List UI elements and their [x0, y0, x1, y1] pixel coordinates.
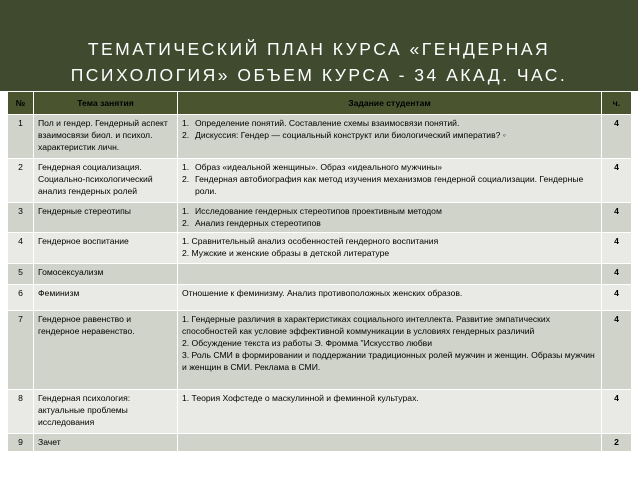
row-hours: 4	[602, 264, 632, 285]
title-line-2: ПСИХОЛОГИЯ» ОБЪЕМ КУРСА - 34 АКАД. ЧАС.	[70, 65, 568, 85]
task-line: 1. Теория Хофстеде о маскулинной и феминной культурах.	[182, 393, 419, 403]
row-topic: Гендерная психология: актуальные проблемы исследования	[34, 390, 178, 434]
task-item-number: 2.	[182, 174, 190, 184]
row-num: 9	[8, 434, 34, 452]
row-task	[178, 285, 602, 311]
table-row	[8, 264, 632, 285]
row-hours: 4	[602, 285, 632, 311]
task-item: 1. Образ «идеальной женщины». Образ «идеального мужчины»	[182, 162, 443, 172]
row-num: 8	[8, 390, 34, 434]
row-task	[178, 264, 602, 285]
row-topic: Гендерное воспитание	[34, 233, 178, 264]
task-item: 2. Дискуссия: Гендер — социальный конструкт или биологический императив? ◦	[182, 130, 506, 140]
header-num: №	[8, 92, 34, 115]
header-topic: Тема занятия	[34, 92, 178, 115]
task-line: 2. Обсуждение текста из работы Э. Фромма "Искусство любви	[182, 338, 433, 348]
header-task: Задание студентам	[178, 92, 602, 115]
task-line: 2. Мужские и женские образы в детской литературе	[182, 248, 390, 258]
row-task	[178, 434, 602, 452]
row-topic: Гендерные стереотипы	[34, 203, 178, 233]
header-hours: ч.	[602, 92, 632, 115]
task-item-number: 1.	[182, 118, 190, 128]
table-row	[8, 285, 632, 311]
table-row	[8, 115, 632, 159]
row-num: 7	[8, 311, 34, 390]
task-line: Отношение к феминизму. Анализ противоположных женских образов.	[182, 288, 463, 298]
task-list	[182, 205, 597, 229]
row-hours: 4	[602, 233, 632, 264]
row-num: 6	[8, 285, 34, 311]
row-topic: Зачет	[34, 434, 178, 452]
table-row	[8, 434, 632, 452]
task-list	[182, 117, 597, 141]
row-hours: 4	[602, 159, 632, 203]
task-item: 2. Анализ гендерных стереотипов	[182, 218, 321, 228]
task-line: 1. Сравнительный анализ особенностей гендерного воспитания	[182, 236, 439, 246]
row-num: 1	[8, 115, 34, 159]
slide-title	[0, 36, 638, 88]
row-topic: Феминизм	[34, 285, 178, 311]
course-plan-table	[7, 91, 632, 452]
row-hours: 2	[602, 434, 632, 452]
task-line: 3. Роль СМИ в формировании и поддержании традиционных ролей мужчин и женщин. Образы мужчин и женщин в СМИ. Реклама в СМИ.	[182, 350, 595, 372]
row-hours: 4	[602, 311, 632, 390]
row-topic: Гендерное равенство и гендерное неравенство.	[34, 311, 178, 390]
row-task	[178, 311, 602, 390]
row-task	[178, 159, 602, 203]
row-hours: 4	[602, 115, 632, 159]
task-list	[182, 161, 597, 197]
table-row	[8, 233, 632, 264]
title-line-1: ТЕМАТИЧЕСКИЙ ПЛАН КУРСА «ГЕНДЕРНАЯ	[87, 39, 551, 59]
row-task	[178, 390, 602, 434]
row-num: 5	[8, 264, 34, 285]
table-row	[8, 203, 632, 233]
task-item-number: 2.	[182, 218, 190, 228]
row-task	[178, 203, 602, 233]
table-row	[8, 159, 632, 203]
task-item-number: 2.	[182, 130, 190, 140]
row-hours: 4	[602, 203, 632, 233]
table-row	[8, 311, 632, 390]
row-topic: Пол и гендер. Гендерный аспект взаимосвязи биол. и психол. характеристик личн.	[34, 115, 178, 159]
table-row	[8, 390, 632, 434]
task-item: 1. Определение понятий. Составление схемы взаимосвязи понятий.	[182, 118, 460, 128]
task-item-number: 1.	[182, 162, 190, 172]
row-hours: 4	[602, 390, 632, 434]
task-item: 1. Исследование гендерных стереотипов проективным методом	[182, 206, 442, 216]
row-num: 3	[8, 203, 34, 233]
task-item-number: 1.	[182, 206, 190, 216]
row-task	[178, 233, 602, 264]
row-num: 2	[8, 159, 34, 203]
table-header-row	[8, 92, 632, 115]
row-topic: Гомосексуализм	[34, 264, 178, 285]
task-line: 1. Гендерные различия в характеристиках социального интеллекта. Развитие эмпатических способностей как условие эффективной коммуникации в условиях гендерных различий	[182, 314, 551, 336]
task-item: 2. Гендерная автобиография как метод изучения механизмов гендерной социализации. Гендерные роли.	[182, 174, 584, 196]
row-num: 4	[8, 233, 34, 264]
row-task	[178, 115, 602, 159]
row-topic: Гендерная социализация. Социально-психологический анализ гендерных ролей	[34, 159, 178, 203]
